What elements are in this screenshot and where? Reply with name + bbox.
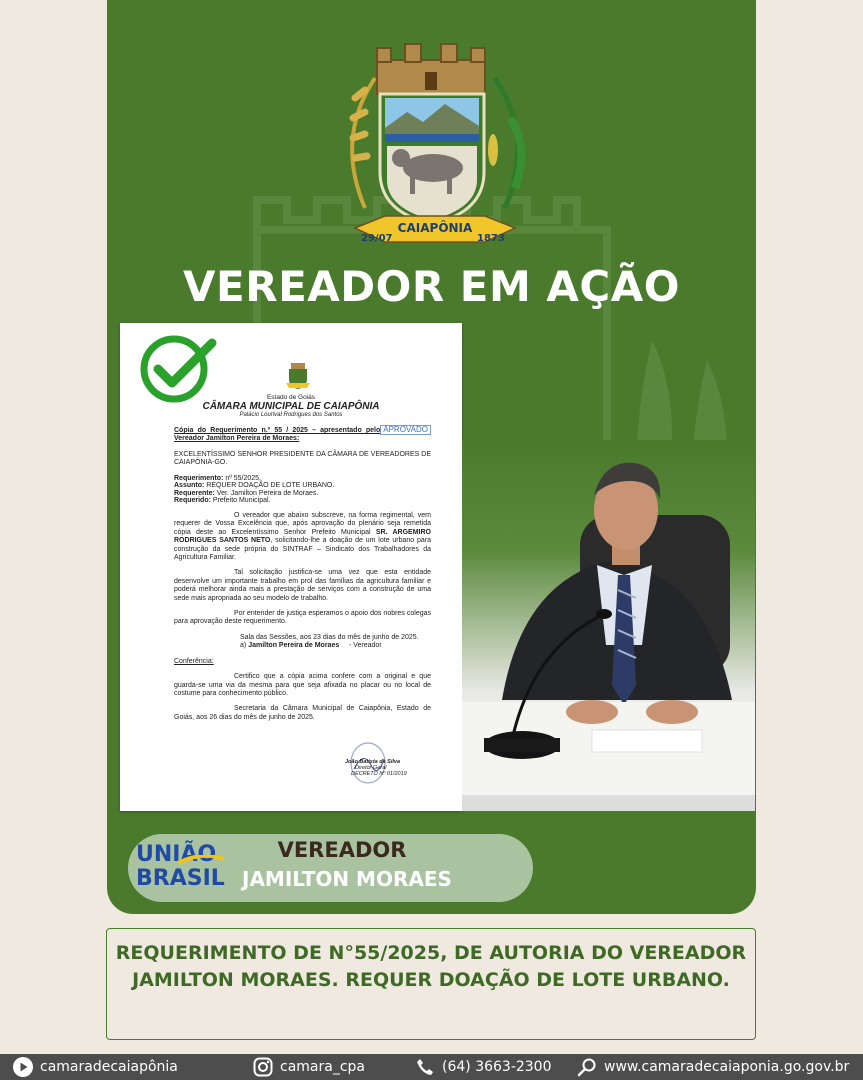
doc-secretary-text: Secretaria da Câmara Municipal de Caiapônia, Estado de Goiás, aos 26 dias do mês de junho de 2025. — [174, 705, 431, 721]
instagram-handle: camara_cpa — [280, 1059, 365, 1075]
field-label: Assunto: — [174, 482, 205, 490]
seal-icon — [283, 361, 313, 391]
party-logo-line2: BRASIL — [136, 866, 225, 891]
doc-palace: Palácio Lourival Rodrigues dos Santos — [239, 412, 343, 418]
doc-signed-name: Jamilton Pereira de Moraes — [248, 642, 340, 650]
crest-date-right: 1873 — [477, 233, 505, 244]
summary-text: REQUERIMENTO DE N°55/2025, DE AUTORIA DO VEREADOR JAMILTON MORAES. REQUER DOAÇÃO DE LOTE URBANO. — [115, 942, 747, 991]
field-value: nº 55/2025. — [225, 474, 262, 482]
signature-name: João Batista da Silva — [345, 759, 401, 765]
party-logo-line1: UNIÃO — [136, 842, 217, 867]
instagram-link[interactable] — [252, 1054, 365, 1080]
doc-salutation: EXCELENTÍSSIMO SENHOR PRESIDENTE DA CÂMARA DE VEREADORES DE CAIAPÔNIA-GO. — [174, 450, 431, 467]
city-crest — [325, 38, 545, 258]
doc-conference-text: Certifico que a cópia acima confere com a original e que guarda-se uma via da mesma para que seja afixada no placar ou no local de costume para conhecimento público. — [174, 673, 431, 697]
doc-signed-prefix: a) — [240, 642, 247, 650]
headline: VEREADOR EM AÇÃO — [183, 262, 680, 311]
crest-ribbon-text: CAIAPÔNIA — [397, 221, 473, 235]
doc-paragraph: Tal solicitação justifica-se uma vez que esta entidade desenvolve um importante trabalho em prol das famílias da agricultura familiar e poderá melhorar ainda mais a prestação de serviços com a construção de uma sede mais apropriada ao seu modelo de trabalho. — [174, 569, 431, 602]
party-logo-swoosh-icon — [176, 855, 226, 865]
approved-stamp: APROVADO — [380, 425, 431, 435]
party-logo — [136, 842, 225, 891]
signature-decree: DECRETO Nº 01/2019 — [351, 771, 407, 777]
doc-conference-label: Conferência: — [174, 657, 214, 665]
doc-session-date: Sala das Sessões, aos 23 dias do mês de junho de 2025. — [240, 633, 419, 641]
councilor-title: VEREADOR — [277, 838, 407, 862]
field-label: Requerente: — [174, 489, 215, 497]
doc-signed-role: - Vereador — [348, 642, 382, 650]
phone-icon — [414, 1056, 436, 1078]
signature-role: Diretor Geral — [355, 765, 387, 771]
doc-paragraph: O vereador que abaixo subscreve, na forma regimental, vem requerer de Vossa Excelência que, após aprovação do plenário seja remetida cópia deste ao Excelentíssimo Senhor Prefeito Municipal — [174, 512, 431, 536]
footer-bar — [0, 1054, 863, 1080]
instagram-icon — [252, 1056, 274, 1078]
field-value: Ver. Jamilton Pereira de Moraes. — [216, 489, 319, 497]
youtube-handle: camaradecaiapônia — [40, 1059, 178, 1075]
field-label: Requerido: — [174, 497, 211, 505]
doc-institution: CÂMARA MUNICIPAL DE CAIAPÔNIA — [202, 401, 380, 412]
doc-subject: Cópia do Requerimento n.º 55 / 2025 – apresentado pelo Vereador Jamilton Pereira de Moraes: — [174, 427, 381, 443]
youtube-icon — [12, 1056, 34, 1078]
councilor-photo — [462, 440, 755, 811]
doc-state: Estado de Goiás — [266, 394, 316, 401]
phone-number: (64) 3663-2300 — [442, 1059, 552, 1075]
councilor-name: JAMILTON MORAES — [242, 867, 452, 891]
field-value: REQUER DOAÇÃO DE LOTE URBANO. — [206, 482, 335, 490]
doc-paragraph: Por entender de justiça esperamos o apoio dos nobres colegas para aprovação deste requerimento. — [174, 610, 431, 626]
field-value: Prefeito Municipal. — [212, 497, 271, 505]
doc-mayor-name: SR. ARGEMIRO RODRIGUES SANTOS NETO — [174, 528, 431, 545]
field-label: Requerimento: — [174, 474, 224, 482]
check-icon — [138, 333, 218, 403]
website-link[interactable] — [576, 1054, 849, 1080]
crest-date-left: 29/07 — [361, 233, 393, 244]
search-icon — [576, 1056, 598, 1078]
requirement-document — [120, 323, 462, 811]
doc-paragraph: , solicitando-lhe a doação de um lote urbano para construção da sede própria do SINTRAF – Sindicato dos Trabalhadores da Agricultura Familiar. — [174, 537, 431, 562]
website-url: www.camaradecaiaponia.go.gov.br — [604, 1059, 850, 1075]
phone-link[interactable] — [414, 1054, 552, 1080]
youtube-link[interactable] — [12, 1054, 178, 1080]
